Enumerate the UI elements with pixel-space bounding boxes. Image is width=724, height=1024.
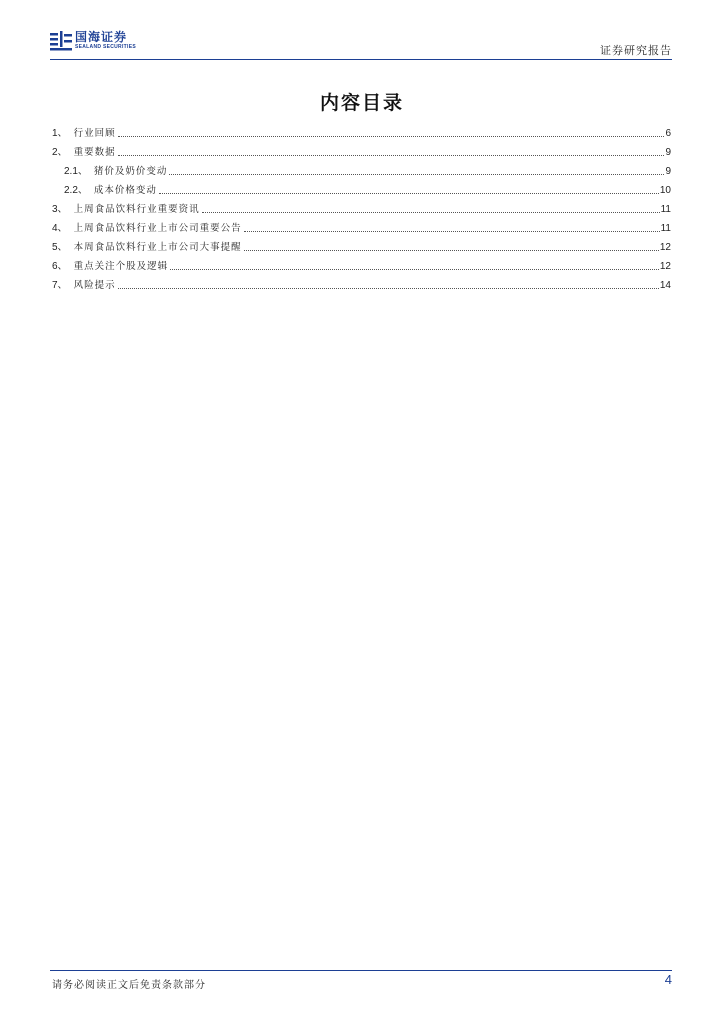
toc-title: 内容目录 [319,92,404,114]
toc-entry-number: 2.2、 [64,185,88,196]
table-of-contents [52,121,671,292]
toc-entry-number: 5、 [52,242,68,253]
toc-entry-label: 上周食品饮料行业上市公司重要公告 [73,223,242,234]
toc-leader-dots [244,249,659,251]
toc-entry[interactable] [52,140,671,159]
toc-entry-page: 11 [660,223,671,234]
toc-leader-dots [169,173,664,175]
toc-leader-dots [244,230,660,232]
toc-entry-label: 重要数据 [73,147,116,158]
footer-divider [50,970,672,971]
toc-entry-number: 6、 [52,261,68,272]
toc-entry-label: 猪价及奶价变动 [93,166,168,177]
toc-leader-dots [159,192,659,194]
toc-entry-number: 3、 [52,204,68,215]
toc-entry-page: 9 [665,147,671,158]
page-number: 4 [664,972,672,987]
toc-entry[interactable] [52,121,671,140]
toc-leader-dots [118,154,665,156]
toc-entry-page: 9 [665,166,671,177]
sealand-logo-icon [50,31,72,51]
toc-entry-number: 2.1、 [64,166,88,177]
page-header [50,28,672,60]
toc-entry-page: 10 [659,185,671,196]
toc-leader-dots [118,135,665,137]
disclaimer-text: 请务必阅读正文后免责条款部分 [52,980,206,991]
toc-entry[interactable] [52,235,671,254]
toc-entry[interactable] [52,197,671,216]
toc-entry-page: 14 [659,280,671,291]
toc-entry-page: 6 [665,128,671,139]
report-type-label: 证券研究报告 [600,44,672,57]
toc-entry-number: 4、 [52,223,68,234]
toc-entry-page: 11 [660,204,671,215]
toc-entry-label: 成本价格变动 [93,185,157,196]
toc-entry[interactable] [52,178,671,197]
toc-entry[interactable] [52,254,671,273]
toc-entry-page: 12 [659,261,671,272]
logo-english-name: SEALAND SECURITIES [75,44,136,50]
toc-entry-number: 1、 [52,128,68,139]
header-divider [50,59,672,60]
company-logo [50,31,136,51]
toc-entry-number: 7、 [52,280,68,291]
toc-entry-label: 上周食品饮料行业重要资讯 [73,204,200,215]
toc-entry[interactable] [52,159,671,178]
toc-leader-dots [202,211,660,213]
toc-entry[interactable] [52,273,671,292]
toc-entry[interactable] [52,216,671,235]
logo-chinese-name: 国海证券 [75,30,128,44]
toc-entry-number: 2、 [52,147,68,158]
toc-entry-label: 行业回顾 [73,128,116,139]
toc-entry-page: 12 [659,242,671,253]
toc-entry-label: 重点关注个股及逻辑 [73,261,169,272]
toc-entry-label: 风险提示 [73,280,116,291]
toc-leader-dots [170,268,659,270]
toc-entry-label: 本周食品饮料行业上市公司大事提醒 [73,242,242,253]
toc-leader-dots [118,287,659,289]
